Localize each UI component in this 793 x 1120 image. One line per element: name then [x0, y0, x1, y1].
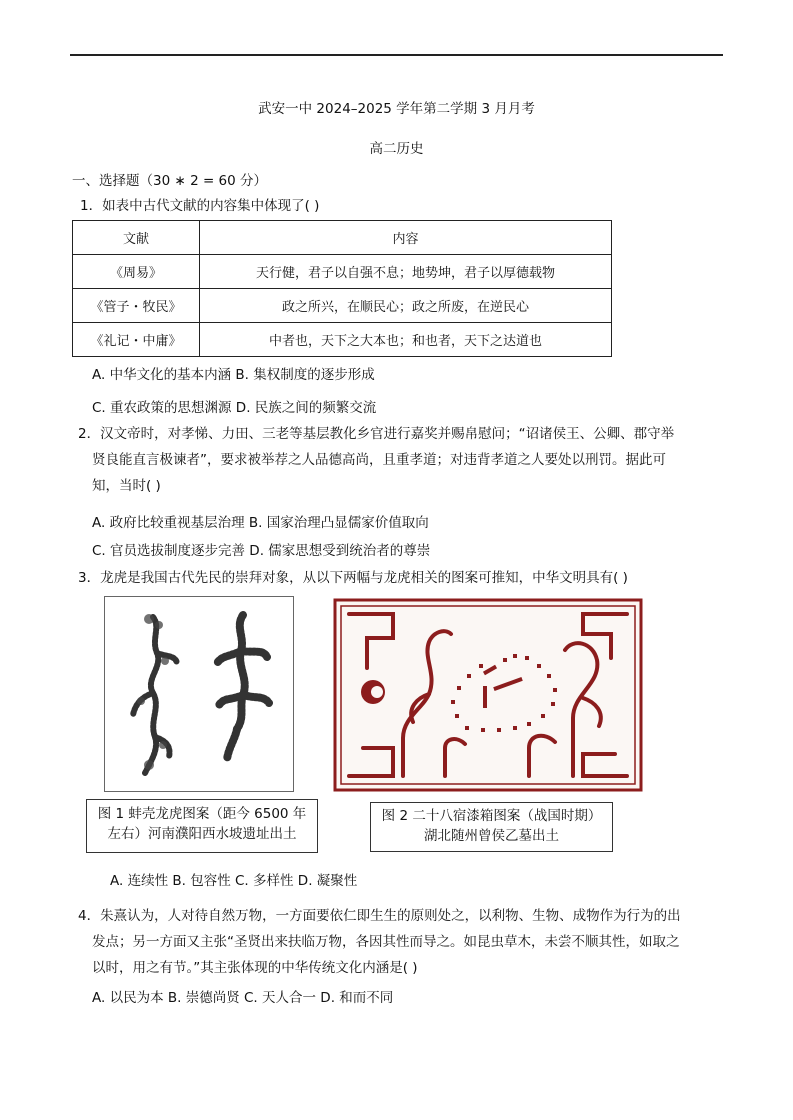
table-header-cell: 内容: [200, 221, 612, 255]
q3-stem: 3．龙虎是我国古代先民的崇拜对象，从以下两幅与龙虎相关的图案可推知，中华文明具有( ): [78, 570, 628, 586]
q2-options-ab: A. 政府比较重视基层治理 B. 国家治理凸显儒家价值取向: [92, 515, 429, 531]
q3-options: A. 连续性 B. 包容性 C. 多样性 D. 凝聚性: [110, 873, 358, 889]
table-row: [73, 323, 612, 357]
q1-options-cd: C. 重农政策的思想渊源 D. 民族之间的频繁交流: [92, 400, 377, 416]
table-cell: 《管子・牧民》: [73, 289, 200, 323]
q2-stem-line3: 知，当时( ): [92, 478, 161, 494]
figure-2-image: [333, 598, 643, 792]
q4-options: A. 以民为本 B. 崇德尚贤 C. 天人合一 D. 和而不同: [92, 990, 394, 1006]
exam-title: 武安一中 2024–2025 学年第二学期 3 月月考: [258, 101, 535, 117]
q2-stem-line2: 贤良能直言极谏者”，要求被举荐之人品德高尚，且重孝道；对违背孝道之人要处以刑罚。据此可: [92, 452, 666, 468]
top-rule: [70, 54, 723, 56]
table-cell: 《礼记・中庸》: [73, 323, 200, 357]
q2-stem-line1: 2．汉文帝时，对孝悌、力田、三老等基层教化乡官进行嘉奖并赐帛慰问；“诏诸侯王、公卿、郡守举: [78, 426, 675, 442]
figure-1-image: [104, 596, 294, 792]
q2-options-cd: C. 官员选拔制度逐步完善 D. 儒家思想受到统治者的尊崇: [92, 543, 431, 559]
section-heading: 一、选择题（30 ∗ 2 = 60 分）: [72, 173, 268, 189]
table-cell: 中者也，天下之大本也；和也者，天下之达道也: [200, 323, 612, 357]
q4-stem-line3: 以时，用之有节。”其主张体现的中华传统文化内涵是( ): [92, 960, 418, 976]
q1-options-ab: A. 中华文化的基本内涵 B. 集权制度的逐步形成: [92, 367, 375, 383]
q4-stem-line1: 4．朱熹认为，人对待自然万物，一方面要依仁即生生的原则处之，以利物、生物、成物作为行为的出: [78, 908, 681, 924]
figure-2-caption-line1: 图 2 二十八宿漆箱图案（战国时期）: [381, 808, 602, 824]
table-row: [73, 255, 612, 289]
table-cell: 天行健，君子以自强不息；地势坤，君子以厚德载物: [200, 255, 612, 289]
figure-2-caption-line2: 湖北随州曾侯乙墓出土: [424, 828, 559, 844]
subject-title: 高二历史: [369, 141, 424, 157]
table-header-cell: 文献: [73, 221, 200, 255]
literature-table: [72, 220, 612, 357]
figure-1-caption-line1: 图 1 蚌壳龙虎图案（距今 6500 年: [97, 806, 307, 822]
dragon-tiger-shell-mosaic: [105, 597, 293, 791]
figure-1-caption-line2: 左右）河南濮阳西水坡遗址出土: [107, 826, 297, 842]
twenty-eight-mansions-lacquer-box: [333, 598, 643, 792]
table-cell: 政之所兴，在顺民心；政之所废，在逆民心: [200, 289, 612, 323]
q4-stem-line2: 发点；另一方面又主张“圣贤出来扶临万物，各因其性而导之。如昆虫草木，未尝不顺其性，如取之: [92, 934, 680, 950]
table-header-row: [73, 221, 612, 255]
q1-stem: 1．如表中古代文献的内容集中体现了( ): [80, 198, 320, 214]
table-row: [73, 289, 612, 323]
table-cell: 《周易》: [73, 255, 200, 289]
figure-1-caption: [86, 799, 318, 853]
figure-2-caption: [370, 802, 613, 852]
